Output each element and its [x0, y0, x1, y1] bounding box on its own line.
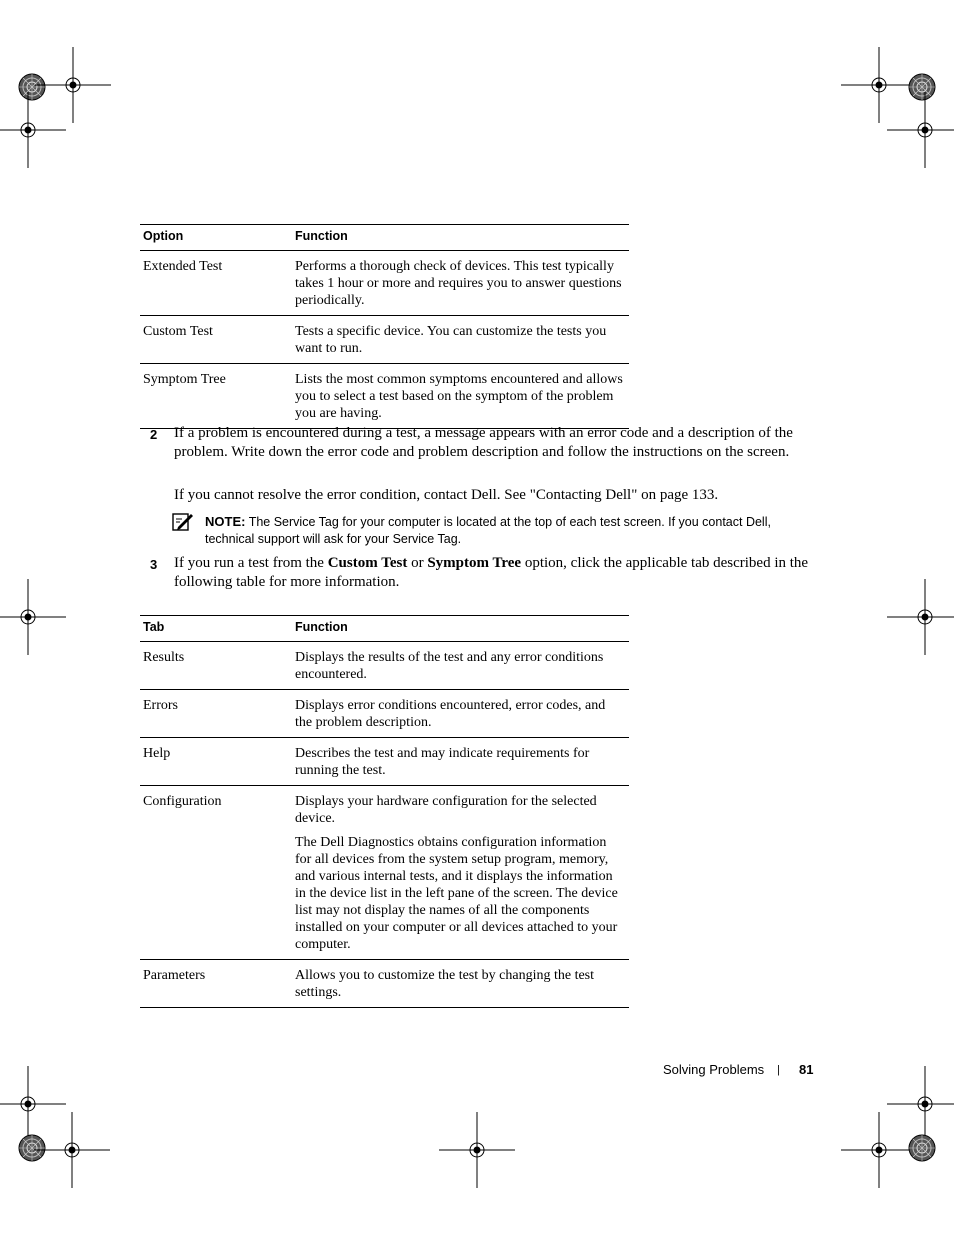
table-row [140, 642, 629, 690]
note-label: NOTE: [205, 514, 246, 529]
step-number: 2 [150, 427, 158, 442]
column-header-function: Function [292, 616, 629, 642]
column-header-tab: Tab [140, 616, 292, 642]
function-paragraph-extra: The Dell Diagnostics obtains configuration information for all devices from the system setup program, memory, and various internal tests, and it displays the information in the device list in the left pane of the screen. The device list may not display the names of all the components installed on your computer or all devices attached to your computer. [295, 835, 618, 952]
tab-cell: Help [140, 738, 292, 786]
tab-cell: Parameters [140, 960, 292, 1008]
page-number: 81 [799, 1062, 814, 1077]
table-header-row [140, 225, 629, 251]
function-cell: Lists the most common symptoms encountered and allows you to select a test based on the symptom of the problem you are having. [292, 364, 629, 429]
note-pencil-icon [172, 511, 194, 533]
tab-cell: Results [140, 642, 292, 690]
options-table [140, 224, 629, 429]
note-text: The Service Tag for your computer is located at the top of each test screen. If you contact Dell, technical support will ask for your Service Tag. [205, 515, 771, 546]
term-custom-test: Custom Test [327, 555, 408, 571]
table-row [140, 786, 629, 960]
function-paragraph: Displays your hardware configuration for the selected device. [295, 794, 597, 826]
tabs-table [140, 615, 629, 1008]
footer-section-title: Solving Problems [663, 1062, 765, 1077]
followup-text: If you cannot resolve the error condition, contact Dell. See "Contacting Dell" on page 133. [174, 487, 719, 503]
tab-cell: Configuration [140, 786, 292, 960]
function-cell: Displays the results of the test and any error conditions encountered. [292, 642, 629, 690]
note-block [205, 513, 805, 548]
column-header-option: Option [140, 225, 292, 251]
option-cell: Symptom Tree [140, 364, 292, 429]
term-symptom-tree: Symptom Tree [427, 555, 522, 571]
function-cell: Allows you to customize the test by changing the test settings. [292, 960, 629, 1008]
table-row [140, 960, 629, 1008]
column-header-function: Function [292, 225, 629, 251]
function-cell: Tests a specific device. You can customize the tests you want to run. [292, 316, 629, 364]
table-row [140, 316, 629, 364]
step-text: If a problem is encountered during a test, a message appears with an error code and a description of the problem. Write down the error code and problem description and follow the instructions on the screen. [174, 425, 793, 460]
step-text-prefix: If you run a test from the [174, 555, 324, 571]
table-header-row [140, 616, 629, 642]
table-row [140, 690, 629, 738]
table-row [140, 738, 629, 786]
footer-separator: | [777, 1064, 780, 1076]
function-cell: Describes the test and may indicate requirements for running the test. [292, 738, 629, 786]
step-text [174, 554, 814, 592]
table-row [140, 251, 629, 316]
function-cell [292, 786, 629, 960]
step-text-joiner: or [411, 555, 424, 571]
step-text-suffix: option, click the applicable tab described in the following table for more information. [174, 555, 809, 590]
step-number: 3 [150, 557, 158, 572]
tab-cell: Errors [140, 690, 292, 738]
function-cell: Performs a thorough check of devices. This test typically takes 1 hour or more and requires you to answer questions periodically. [292, 251, 629, 316]
option-cell: Custom Test [140, 316, 292, 364]
table-row [140, 364, 629, 429]
function-cell: Displays error conditions encountered, error codes, and the problem description. [292, 690, 629, 738]
option-cell: Extended Test [140, 251, 292, 316]
